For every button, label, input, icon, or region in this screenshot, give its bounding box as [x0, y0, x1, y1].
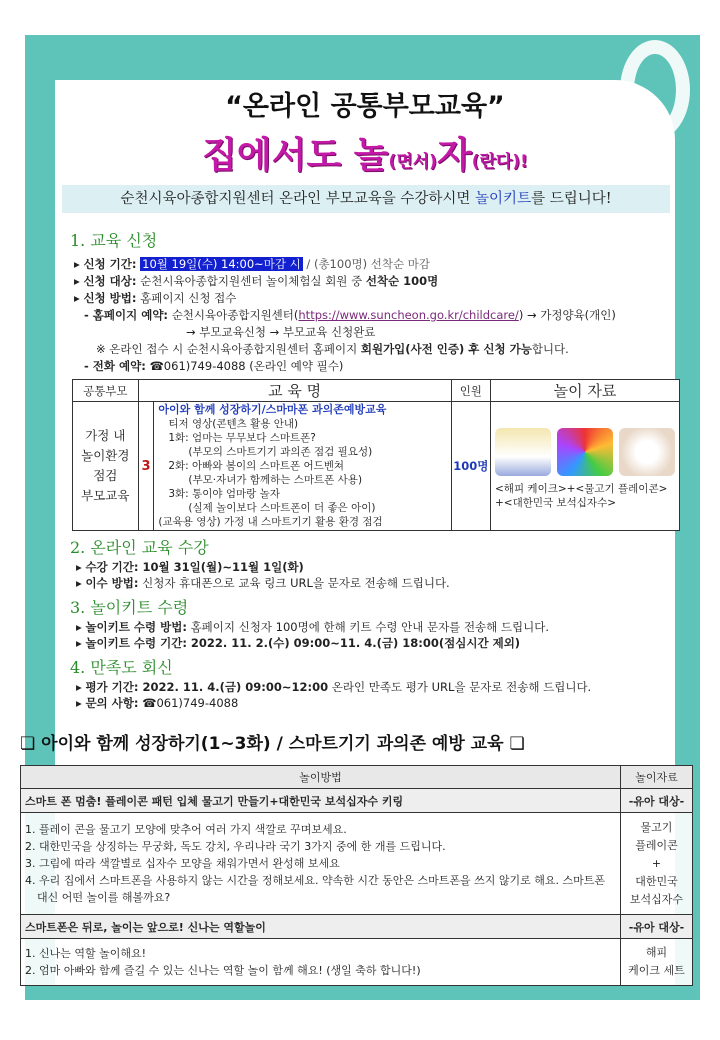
value: 신청자 휴대폰으로 교육 링크 URL을 문자로 전송해 드립니다.	[138, 576, 450, 590]
people-cell: 100명	[451, 402, 490, 531]
value: ☎061)749-4088 (온라인 예약 필수)	[149, 359, 344, 373]
course-line: 1화: 엄마는 무무보다 스마트폰?	[168, 432, 316, 444]
slogan-part: 자	[436, 135, 472, 176]
label: 문의 사항:	[85, 696, 139, 710]
col-header: 놀이방법	[21, 766, 621, 789]
label: 이수 방법:	[85, 576, 139, 590]
label: 놀이키트 수령 방법:	[85, 620, 187, 634]
play-method-table	[20, 765, 693, 986]
course-line: 3화: 통이야 엄마랑 놀자	[168, 488, 280, 500]
label: 신청 기간:	[83, 257, 137, 271]
target-line: ▸ 신청 대상: 순천시육아종합지원센터 놀이체험실 회원 중 선착순 100명	[74, 274, 439, 288]
section-1-heading: 1. 교육 신청	[70, 231, 158, 250]
materials-text: <해피 케이크>+<물고기 플레이콘>	[495, 483, 668, 495]
period-value: 10월 19일(수) 14:00~마감 시	[142, 257, 301, 271]
materials-cell	[491, 402, 680, 531]
kit-images	[495, 428, 675, 476]
step: 3. 그림에 따라 색깔별로 십자수 모양을 채워가면서 완성해 보세요	[25, 857, 340, 870]
category-cell: 가정 내 놀이환경 점검 부모교육	[73, 402, 139, 531]
section-4	[70, 657, 680, 711]
section-2-heading: 2. 온라인 교육 수강	[70, 538, 209, 557]
label: - 전화 예약:	[84, 359, 146, 373]
label: 신청 방법:	[83, 291, 137, 305]
note-line	[74, 341, 680, 358]
phone-line	[74, 358, 680, 375]
survey-line: ▸ 평가 기간: 2022. 11. 4.(금) 09:00~12:00 온라인 만족도 평가 URL을 문자로 전송해 드립니다.	[76, 680, 592, 694]
course-line: (교육용 영상) 가정 내 스마트기기 활용 환경 점검	[158, 516, 383, 528]
value: ) → 가정양육(개인)	[518, 308, 616, 322]
label: 신청 대상:	[83, 274, 137, 288]
web-steps: → 부모교육신청 → 부모교육 신청완료	[186, 325, 376, 339]
value-bold: 선착순 100명	[365, 274, 439, 288]
content-flow	[20, 230, 685, 986]
slogan-part: (란다)!	[471, 152, 528, 172]
label: 놀이키트 수령 기간: 2022. 11. 2.(수) 09:00~11. 4.(금) 18:00(점심시간 제외)	[85, 636, 521, 650]
receive-period-line: ▸ 놀이키트 수령 기간: 2022. 11. 2.(수) 09:00~11. 4.(금) 18:00(점심시간 제외)	[76, 636, 521, 650]
course-line: 티저 영상(콘텐츠 활용 안내)	[168, 418, 299, 430]
activity-materials	[621, 939, 693, 986]
value: 순천시육아종합지원센터(	[171, 308, 299, 322]
banner-text: 를 드립니다!	[531, 191, 612, 207]
course-title: 아이와 함께 성장하기/스마마폰 과의존예방교육	[158, 403, 387, 416]
step: 2. 대한민국을 상징하는 무궁화, 독도 강치, 우리나라 국기 3가지 중에 한 개를 드립니다.	[25, 840, 446, 853]
period-note: / (총100명) 선착순 마감	[302, 257, 430, 271]
cross-stitch-image	[619, 428, 675, 476]
col-header: 놀이 자료	[491, 380, 680, 402]
activity-target: -유아 대상-	[621, 915, 693, 939]
step: 1. 신나는 역할 놀이해요!	[25, 947, 147, 960]
label: - 홈페이지 예약:	[84, 308, 169, 322]
completion-line: ▸ 이수 방법: 신청자 휴대폰으로 교육 링크 URL을 문자로 전송해 드립니다.	[76, 576, 450, 590]
col-header: 놀이자료	[621, 766, 693, 789]
activity-title: 스마트 폰 멈춤! 플레이콘 패턴 입체 물고기 만들기+대한민국 보석십자수 키링	[21, 789, 621, 813]
step: 1. 플레이 콘을 물고기 모양에 맞추어 여러 가지 색깔로 꾸며보세요.	[25, 823, 347, 836]
col-header: 공통부모	[73, 380, 139, 402]
receive-method-line: ▸ 놀이키트 수령 방법: 홈페이지 신청자 100명에 한해 키트 수령 안내 문자를 전송해 드립니다.	[76, 620, 550, 634]
activity-title: 스마트폰은 뒤로, 놀이는 앞으로! 신나는 역할놀이	[21, 915, 621, 939]
slogan-part: (면서)	[388, 152, 437, 172]
materials-text: +<대한민국 보석십자수>	[495, 497, 617, 509]
web-line	[74, 307, 680, 324]
page-title: “온라인 공통부모교육”	[225, 91, 505, 122]
section-1-body	[70, 256, 680, 375]
material: 보석십자수	[629, 892, 684, 906]
note-bold: 회원가입(사전 인증) 후 신청 가능	[360, 342, 532, 356]
period-line: ▸ 수강 기간: 10월 31일(월)~11월 1일(화)	[76, 560, 304, 574]
material: 물고기	[640, 820, 673, 834]
section-2	[70, 537, 680, 591]
method-line: ▸ 신청 방법: 홈페이지 신청 접수	[74, 291, 237, 305]
banner-text: 순천시육아종합지원센터 온라인 부모교육을 수강하시면	[120, 191, 476, 207]
banner-highlight: 놀이키트	[475, 191, 532, 207]
section-3	[70, 597, 680, 651]
homepage-link[interactable]: https://www.suncheon.go.kr/childcare/	[298, 308, 519, 322]
material: 케이크 세트	[628, 964, 685, 977]
count-cell: 3	[138, 402, 154, 531]
fish-playcorn-image	[557, 428, 613, 476]
note: 합니다.	[531, 342, 569, 356]
value: ☎061)749-4088	[138, 696, 239, 710]
course-line: (부모·자녀가 함께하는 스마트폰 사용)	[188, 474, 363, 486]
step: 2. 엄마 아빠와 함께 즐길 수 있는 신나는 역할 놀이 함께 해요! (생일 축하 합니다!)	[25, 964, 421, 977]
value: 순천시육아종합지원센터 놀이체험실 회원 중	[140, 274, 366, 288]
material: +	[651, 856, 662, 870]
course-table	[72, 379, 680, 531]
period-line: ▸ 신청 기간: 10월 19일(수) 14:00~마감 시 / (총100명) 선착순 마감	[74, 257, 430, 271]
label: 평가 기간: 2022. 11. 4.(금) 09:00~12:00	[85, 680, 329, 694]
material: 해피	[645, 946, 668, 959]
contact-line: ▸ 문의 사항: ☎061)749-4088	[76, 696, 239, 710]
activity-target: -유아 대상-	[621, 789, 693, 813]
value: 홈페이지 신청자 100명에 한해 키트 수령 안내 문자를 전송해 드립니다.	[186, 620, 550, 634]
material: 대한민국	[635, 874, 678, 888]
activity-steps	[21, 939, 621, 986]
slogan	[55, 134, 675, 184]
col-header: 인원	[451, 380, 490, 402]
value: 온라인 만족도 평가 URL을 문자로 전송해 드립니다.	[328, 680, 592, 694]
course-line: (실제 놀이보다 스마트폰이 더 좋은 아이)	[188, 502, 376, 514]
step: 4. 우리 집에서 스마트폰을 사용하지 않는 시간을 정해보세요. 약속한 시간 동안은 스마트폰을 쓰지 않기로 해요. 스마트폰 대신 어떤 놀이를 해볼까요?	[25, 874, 605, 904]
activity-steps	[21, 813, 621, 915]
course-cell	[154, 402, 451, 531]
slogan-part: 집에서도 놀	[202, 135, 389, 176]
material: 플레이콘	[635, 838, 678, 852]
col-header: 교 육 명	[138, 380, 451, 402]
label: 수강 기간: 10월 31일(월)~11월 1일(화)	[85, 560, 304, 574]
note: ※ 온라인 접수 시 순천시육아종합지원센터 홈페이지	[96, 342, 361, 356]
cake-kit-image	[495, 428, 551, 476]
banner	[62, 185, 670, 213]
section-3-heading: 3. 놀이키트 수령	[70, 598, 189, 617]
program-section-title: ❏ 아이와 함께 성장하기(1~3화) / 스마트기기 과의존 예방 교육 ❏	[20, 734, 525, 754]
activity-materials	[621, 813, 693, 915]
course-line: (부모의 스마트기기 과의존 점검 필요성)	[188, 446, 373, 458]
value: 홈페이지 신청 접수	[140, 291, 237, 305]
course-line: 2화: 아빠와 봄이의 스마트폰 어드벤쳐	[168, 460, 345, 472]
section-4-heading: 4. 만족도 회신	[70, 658, 173, 677]
